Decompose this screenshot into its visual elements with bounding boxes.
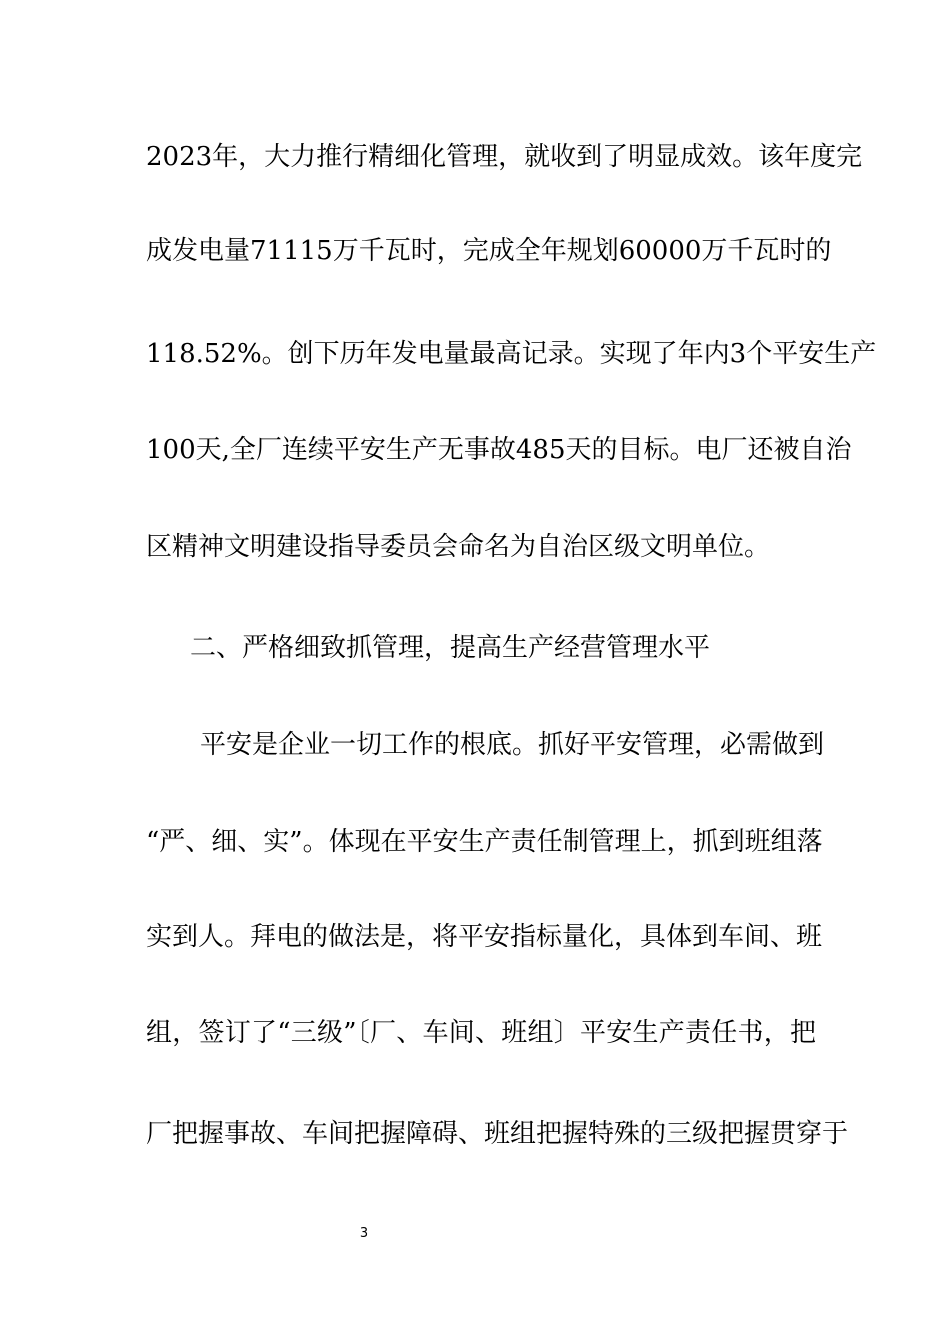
section-heading: 二、严格细致抓管理，提高生产经营管理水平 (190, 633, 711, 663)
paragraph1-line-1: 2023年，大力推行精细化管理，就收到了明显成效。该年度完 (146, 142, 863, 172)
paragraph2-line-2: “严、细、实”。体现在平安生产责任制管理上，抓到班组落 (146, 827, 823, 857)
paragraph2-line-1: 平安是企业一切工作的根底。抓好平安管理，必需做到 (200, 730, 825, 760)
paragraph1-line-3: 118.52%。创下历年发电量最高记录。实现了年内3个平安生产 (146, 339, 877, 369)
paragraph2-line-5: 厂把握事故、车间把握障碍、班组把握特殊的三级把握贯穿于 (146, 1119, 849, 1149)
paragraph2-line-4: 组，签订了“三级”〔厂、车间、班组〕平安生产责任书，把 (146, 1018, 816, 1048)
paragraph1-line-5: 区精神文明建设指导委员会命名为自治区级文明单位。 (146, 532, 771, 562)
paragraph1-line-4: 100天,全厂连续平安生产无事故485天的目标。电厂还被自治 (146, 435, 852, 465)
page-number: 3 (359, 1226, 369, 1241)
paragraph1-line-2: 成发电量71115万千瓦时，完成全年规划60000万千瓦时的 (146, 236, 832, 266)
paragraph2-line-3: 实到人。拜电的做法是，将平安指标量化，具体到车间、班 (146, 922, 823, 952)
